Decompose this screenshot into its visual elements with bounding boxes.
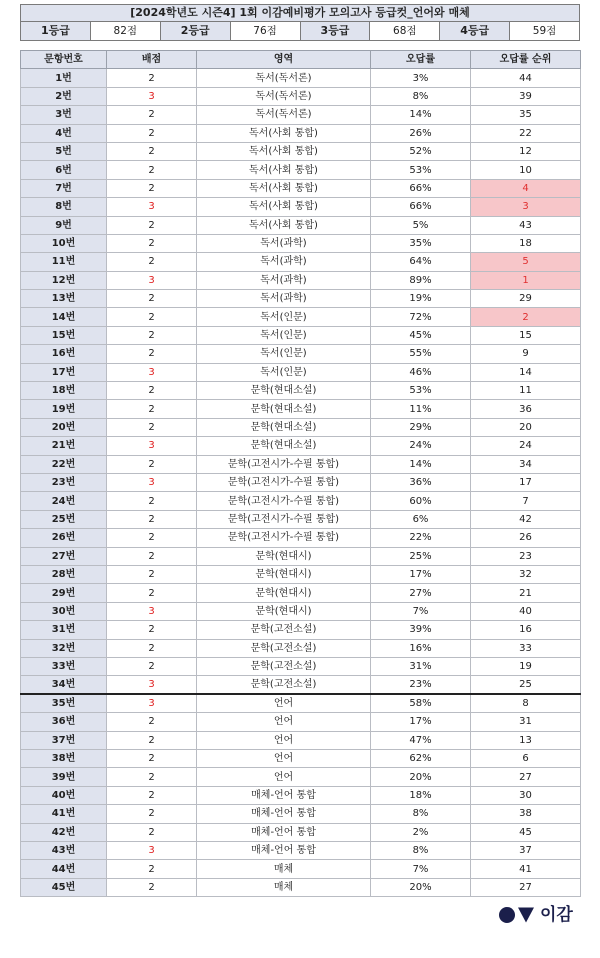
- question-no-cell: 30번: [21, 602, 107, 620]
- grade-cut-value: 76점: [231, 22, 301, 41]
- area-cell: 문학(고전시가-수필 통합): [197, 492, 371, 510]
- area-cell: 문학(고전소설): [197, 621, 371, 639]
- points-cell: 2: [107, 584, 197, 602]
- table-row: [21, 253, 581, 271]
- area-cell: 매체-언어 통합: [197, 842, 371, 860]
- points-cell: 2: [107, 510, 197, 528]
- table-row: [21, 400, 581, 418]
- table-row: [21, 602, 581, 620]
- error-rank-cell: 8: [471, 694, 581, 713]
- area-cell: 문학(고전시가-수필 통합): [197, 473, 371, 491]
- points-cell: 2: [107, 860, 197, 878]
- area-cell: 문학(현대소설): [197, 400, 371, 418]
- error-rank-cell: 16: [471, 621, 581, 639]
- points-cell: 2: [107, 382, 197, 400]
- area-cell: 매체: [197, 878, 371, 896]
- error-rate-cell: 7%: [371, 860, 471, 878]
- error-rate-cell: 8%: [371, 842, 471, 860]
- area-cell: 독서(사회 통합): [197, 124, 371, 142]
- grade-cut-row: [20, 22, 580, 41]
- sheet-title: [2024학년도 시즌4] 1회 이감예비평가 모의고사 등급컷_언어와 매체: [20, 4, 580, 22]
- area-cell: 문학(고전시가-수필 통합): [197, 529, 371, 547]
- points-cell: 2: [107, 179, 197, 197]
- error-rank-cell: 25: [471, 676, 581, 695]
- area-cell: 문학(현대시): [197, 584, 371, 602]
- error-rate-cell: 29%: [371, 418, 471, 436]
- error-rate-cell: 19%: [371, 290, 471, 308]
- table-row: [21, 731, 581, 749]
- table-row: [21, 694, 581, 713]
- question-no-cell: 36번: [21, 713, 107, 731]
- points-cell: 2: [107, 731, 197, 749]
- question-no-cell: 21번: [21, 437, 107, 455]
- error-rank-cell: 22: [471, 124, 581, 142]
- points-cell: 2: [107, 345, 197, 363]
- question-no-cell: 10번: [21, 234, 107, 252]
- area-cell: 문학(현대소설): [197, 418, 371, 436]
- question-no-cell: 3번: [21, 106, 107, 124]
- error-rate-cell: 20%: [371, 878, 471, 896]
- table-row: [21, 216, 581, 234]
- error-rate-cell: 18%: [371, 786, 471, 804]
- header-error-rate: 오답률: [371, 51, 471, 69]
- grade-cut-label: 4등급: [440, 22, 510, 41]
- points-cell: 2: [107, 823, 197, 841]
- question-no-cell: 35번: [21, 694, 107, 713]
- question-no-cell: 42번: [21, 823, 107, 841]
- question-no-cell: 11번: [21, 253, 107, 271]
- error-rate-cell: 24%: [371, 437, 471, 455]
- error-rate-cell: 11%: [371, 400, 471, 418]
- points-cell: 3: [107, 87, 197, 105]
- area-cell: 문학(현대소설): [197, 382, 371, 400]
- question-no-cell: 34번: [21, 676, 107, 695]
- points-cell: 2: [107, 253, 197, 271]
- points-cell: 3: [107, 473, 197, 491]
- points-cell: 3: [107, 694, 197, 713]
- area-cell: 문학(고전소설): [197, 676, 371, 695]
- error-rate-cell: 58%: [371, 694, 471, 713]
- error-rank-cell: 24: [471, 437, 581, 455]
- table-row: [21, 87, 581, 105]
- table-row: [21, 529, 581, 547]
- error-rate-cell: 17%: [371, 565, 471, 583]
- table-header-row: [21, 51, 581, 69]
- error-rank-cell: 29: [471, 290, 581, 308]
- question-no-cell: 4번: [21, 124, 107, 142]
- points-cell: 2: [107, 805, 197, 823]
- question-no-cell: 27번: [21, 547, 107, 565]
- question-no-cell: 7번: [21, 179, 107, 197]
- points-cell: 2: [107, 142, 197, 160]
- error-rate-cell: 53%: [371, 382, 471, 400]
- table-row: [21, 142, 581, 160]
- points-cell: 2: [107, 308, 197, 326]
- error-rank-cell: 38: [471, 805, 581, 823]
- question-no-cell: 14번: [21, 308, 107, 326]
- area-cell: 문학(현대시): [197, 547, 371, 565]
- table-row: [21, 326, 581, 344]
- table-row: [21, 786, 581, 804]
- table-row: [21, 198, 581, 216]
- error-rate-cell: 5%: [371, 216, 471, 234]
- question-no-cell: 29번: [21, 584, 107, 602]
- question-no-cell: 8번: [21, 198, 107, 216]
- area-cell: 언어: [197, 750, 371, 768]
- error-rate-cell: 31%: [371, 657, 471, 675]
- error-rate-cell: 6%: [371, 510, 471, 528]
- area-cell: 독서(사회 통합): [197, 161, 371, 179]
- area-cell: 독서(인문): [197, 326, 371, 344]
- error-rank-cell: 32: [471, 565, 581, 583]
- error-rank-cell: 7: [471, 492, 581, 510]
- question-no-cell: 23번: [21, 473, 107, 491]
- error-rank-cell: 36: [471, 400, 581, 418]
- question-no-cell: 31번: [21, 621, 107, 639]
- error-rank-cell: 37: [471, 842, 581, 860]
- grade-cut-label: 2등급: [161, 22, 231, 41]
- logo-text: 이감: [540, 905, 573, 925]
- error-rate-cell: 47%: [371, 731, 471, 749]
- area-cell: 매체-언어 통합: [197, 823, 371, 841]
- error-rank-cell: 14: [471, 363, 581, 381]
- table-row: [21, 437, 581, 455]
- grade-cut-value: 82점: [91, 22, 161, 41]
- table-row: [21, 510, 581, 528]
- table-row: [21, 345, 581, 363]
- error-rate-cell: 26%: [371, 124, 471, 142]
- points-cell: 3: [107, 602, 197, 620]
- error-rate-cell: 60%: [371, 492, 471, 510]
- area-cell: 문학(고전시가-수필 통합): [197, 510, 371, 528]
- points-cell: 3: [107, 842, 197, 860]
- points-cell: 2: [107, 69, 197, 87]
- error-rank-cell: 4: [471, 179, 581, 197]
- question-no-cell: 2번: [21, 87, 107, 105]
- question-no-cell: 32번: [21, 639, 107, 657]
- error-rank-cell: 27: [471, 878, 581, 896]
- error-rate-cell: 7%: [371, 602, 471, 620]
- grade-cut-label: 1등급: [21, 22, 91, 41]
- error-rate-cell: 64%: [371, 253, 471, 271]
- points-cell: 2: [107, 216, 197, 234]
- points-cell: 2: [107, 565, 197, 583]
- table-row: [21, 473, 581, 491]
- results-sheet: [20, 4, 580, 897]
- table-row: [21, 639, 581, 657]
- area-cell: 언어: [197, 694, 371, 713]
- error-rate-cell: 20%: [371, 768, 471, 786]
- error-rank-cell: 20: [471, 418, 581, 436]
- area-cell: 독서(과학): [197, 253, 371, 271]
- error-rate-cell: 36%: [371, 473, 471, 491]
- area-cell: 매체: [197, 860, 371, 878]
- error-rank-cell: 23: [471, 547, 581, 565]
- error-rate-cell: 66%: [371, 179, 471, 197]
- header-area: 영역: [197, 51, 371, 69]
- question-no-cell: 25번: [21, 510, 107, 528]
- question-no-cell: 17번: [21, 363, 107, 381]
- error-rank-cell: 39: [471, 87, 581, 105]
- error-rate-cell: 22%: [371, 529, 471, 547]
- table-row: [21, 657, 581, 675]
- points-cell: 2: [107, 290, 197, 308]
- igam-logo-icon: [498, 906, 536, 924]
- error-rank-cell: 40: [471, 602, 581, 620]
- table-row: [21, 179, 581, 197]
- header-points: 배점: [107, 51, 197, 69]
- error-rank-cell: 12: [471, 142, 581, 160]
- error-rate-cell: 45%: [371, 326, 471, 344]
- error-rank-cell: 34: [471, 455, 581, 473]
- error-rank-cell: 18: [471, 234, 581, 252]
- points-cell: 2: [107, 750, 197, 768]
- points-cell: 2: [107, 161, 197, 179]
- error-rate-cell: 16%: [371, 639, 471, 657]
- question-no-cell: 37번: [21, 731, 107, 749]
- points-cell: 3: [107, 271, 197, 289]
- error-rank-cell: 43: [471, 216, 581, 234]
- area-cell: 독서(독서론): [197, 69, 371, 87]
- table-row: [21, 363, 581, 381]
- error-rate-cell: 39%: [371, 621, 471, 639]
- question-no-cell: 22번: [21, 455, 107, 473]
- error-rank-cell: 11: [471, 382, 581, 400]
- table-row: [21, 161, 581, 179]
- error-rate-cell: 14%: [371, 106, 471, 124]
- error-rate-cell: 66%: [371, 198, 471, 216]
- points-cell: 2: [107, 768, 197, 786]
- error-rate-cell: 14%: [371, 455, 471, 473]
- area-cell: 문학(고전소설): [197, 639, 371, 657]
- table-body: [21, 69, 581, 897]
- question-no-cell: 9번: [21, 216, 107, 234]
- table-row: [21, 584, 581, 602]
- table-row: [21, 124, 581, 142]
- error-rank-cell: 42: [471, 510, 581, 528]
- table-row: [21, 750, 581, 768]
- error-rank-cell: 5: [471, 253, 581, 271]
- error-rate-cell: 27%: [371, 584, 471, 602]
- points-cell: 2: [107, 713, 197, 731]
- area-cell: 독서(과학): [197, 234, 371, 252]
- error-rate-cell: 62%: [371, 750, 471, 768]
- points-cell: 2: [107, 124, 197, 142]
- error-rank-cell: 10: [471, 161, 581, 179]
- points-cell: 2: [107, 786, 197, 804]
- error-rate-cell: 53%: [371, 161, 471, 179]
- question-no-cell: 39번: [21, 768, 107, 786]
- points-cell: 2: [107, 547, 197, 565]
- error-rate-cell: 52%: [371, 142, 471, 160]
- table-row: [21, 676, 581, 695]
- question-no-cell: 40번: [21, 786, 107, 804]
- table-row: [21, 418, 581, 436]
- error-rate-cell: 3%: [371, 69, 471, 87]
- points-cell: 2: [107, 106, 197, 124]
- table-row: [21, 234, 581, 252]
- area-cell: 독서(인문): [197, 363, 371, 381]
- area-cell: 독서(사회 통합): [197, 179, 371, 197]
- points-cell: 3: [107, 676, 197, 695]
- header-error-rank: 오답률 순위: [471, 51, 581, 69]
- error-rate-cell: 35%: [371, 234, 471, 252]
- error-rank-cell: 3: [471, 198, 581, 216]
- table-row: [21, 860, 581, 878]
- error-rank-cell: 21: [471, 584, 581, 602]
- points-cell: 2: [107, 234, 197, 252]
- grade-cut-value: 59점: [510, 22, 580, 41]
- question-no-cell: 24번: [21, 492, 107, 510]
- error-rank-cell: 33: [471, 639, 581, 657]
- question-no-cell: 1번: [21, 69, 107, 87]
- points-cell: 3: [107, 363, 197, 381]
- area-cell: 독서(독서론): [197, 106, 371, 124]
- table-row: [21, 565, 581, 583]
- area-cell: 독서(인문): [197, 345, 371, 363]
- question-no-cell: 6번: [21, 161, 107, 179]
- question-no-cell: 5번: [21, 142, 107, 160]
- question-no-cell: 41번: [21, 805, 107, 823]
- error-rate-cell: 2%: [371, 823, 471, 841]
- table-row: [21, 621, 581, 639]
- error-rank-cell: 45: [471, 823, 581, 841]
- points-cell: 2: [107, 639, 197, 657]
- question-no-cell: 38번: [21, 750, 107, 768]
- table-row: [21, 878, 581, 896]
- table-row: [21, 271, 581, 289]
- points-cell: 2: [107, 418, 197, 436]
- points-cell: 2: [107, 326, 197, 344]
- error-rank-cell: 30: [471, 786, 581, 804]
- area-cell: 언어: [197, 731, 371, 749]
- error-rate-cell: 8%: [371, 805, 471, 823]
- points-cell: 2: [107, 529, 197, 547]
- item-analysis-table: [20, 50, 581, 897]
- area-cell: 문학(고전소설): [197, 657, 371, 675]
- error-rank-cell: 41: [471, 860, 581, 878]
- grade-cut-value: 68점: [370, 22, 440, 41]
- area-cell: 독서(인문): [197, 308, 371, 326]
- brand-logo: [498, 905, 573, 925]
- table-row: [21, 308, 581, 326]
- area-cell: 독서(과학): [197, 271, 371, 289]
- error-rank-cell: 27: [471, 768, 581, 786]
- question-no-cell: 12번: [21, 271, 107, 289]
- table-row: [21, 69, 581, 87]
- error-rank-cell: 19: [471, 657, 581, 675]
- question-no-cell: 20번: [21, 418, 107, 436]
- points-cell: 2: [107, 621, 197, 639]
- points-cell: 2: [107, 400, 197, 418]
- table-row: [21, 823, 581, 841]
- error-rank-cell: 44: [471, 69, 581, 87]
- area-cell: 독서(과학): [197, 290, 371, 308]
- question-no-cell: 43번: [21, 842, 107, 860]
- error-rate-cell: 23%: [371, 676, 471, 695]
- error-rate-cell: 72%: [371, 308, 471, 326]
- table-row: [21, 768, 581, 786]
- points-cell: 3: [107, 198, 197, 216]
- error-rank-cell: 9: [471, 345, 581, 363]
- area-cell: 독서(사회 통합): [197, 142, 371, 160]
- table-row: [21, 713, 581, 731]
- table-row: [21, 382, 581, 400]
- question-no-cell: 45번: [21, 878, 107, 896]
- header-question-no: 문항번호: [21, 51, 107, 69]
- error-rate-cell: 17%: [371, 713, 471, 731]
- points-cell: 2: [107, 657, 197, 675]
- error-rank-cell: 15: [471, 326, 581, 344]
- error-rate-cell: 8%: [371, 87, 471, 105]
- question-no-cell: 28번: [21, 565, 107, 583]
- area-cell: 언어: [197, 768, 371, 786]
- area-cell: 독서(독서론): [197, 87, 371, 105]
- error-rate-cell: 89%: [371, 271, 471, 289]
- area-cell: 문학(현대소설): [197, 437, 371, 455]
- points-cell: 3: [107, 437, 197, 455]
- table-row: [21, 106, 581, 124]
- error-rank-cell: 31: [471, 713, 581, 731]
- question-no-cell: 44번: [21, 860, 107, 878]
- error-rate-cell: 25%: [371, 547, 471, 565]
- table-row: [21, 455, 581, 473]
- question-no-cell: 18번: [21, 382, 107, 400]
- error-rate-cell: 55%: [371, 345, 471, 363]
- area-cell: 매체-언어 통합: [197, 786, 371, 804]
- area-cell: 언어: [197, 713, 371, 731]
- error-rate-cell: 46%: [371, 363, 471, 381]
- question-no-cell: 19번: [21, 400, 107, 418]
- question-no-cell: 26번: [21, 529, 107, 547]
- error-rank-cell: 1: [471, 271, 581, 289]
- table-row: [21, 492, 581, 510]
- area-cell: 매체-언어 통합: [197, 805, 371, 823]
- error-rank-cell: 13: [471, 731, 581, 749]
- table-row: [21, 547, 581, 565]
- table-row: [21, 805, 581, 823]
- table-row: [21, 842, 581, 860]
- area-cell: 문학(현대시): [197, 565, 371, 583]
- question-no-cell: 13번: [21, 290, 107, 308]
- grade-cut-label: 3등급: [301, 22, 371, 41]
- error-rank-cell: 35: [471, 106, 581, 124]
- error-rank-cell: 26: [471, 529, 581, 547]
- question-no-cell: 15번: [21, 326, 107, 344]
- table-row: [21, 290, 581, 308]
- area-cell: 문학(고전시가-수필 통합): [197, 455, 371, 473]
- area-cell: 독서(사회 통합): [197, 198, 371, 216]
- area-cell: 문학(현대시): [197, 602, 371, 620]
- area-cell: 독서(사회 통합): [197, 216, 371, 234]
- error-rank-cell: 2: [471, 308, 581, 326]
- error-rank-cell: 6: [471, 750, 581, 768]
- question-no-cell: 33번: [21, 657, 107, 675]
- error-rank-cell: 17: [471, 473, 581, 491]
- points-cell: 2: [107, 878, 197, 896]
- points-cell: 2: [107, 455, 197, 473]
- question-no-cell: 16번: [21, 345, 107, 363]
- points-cell: 2: [107, 492, 197, 510]
